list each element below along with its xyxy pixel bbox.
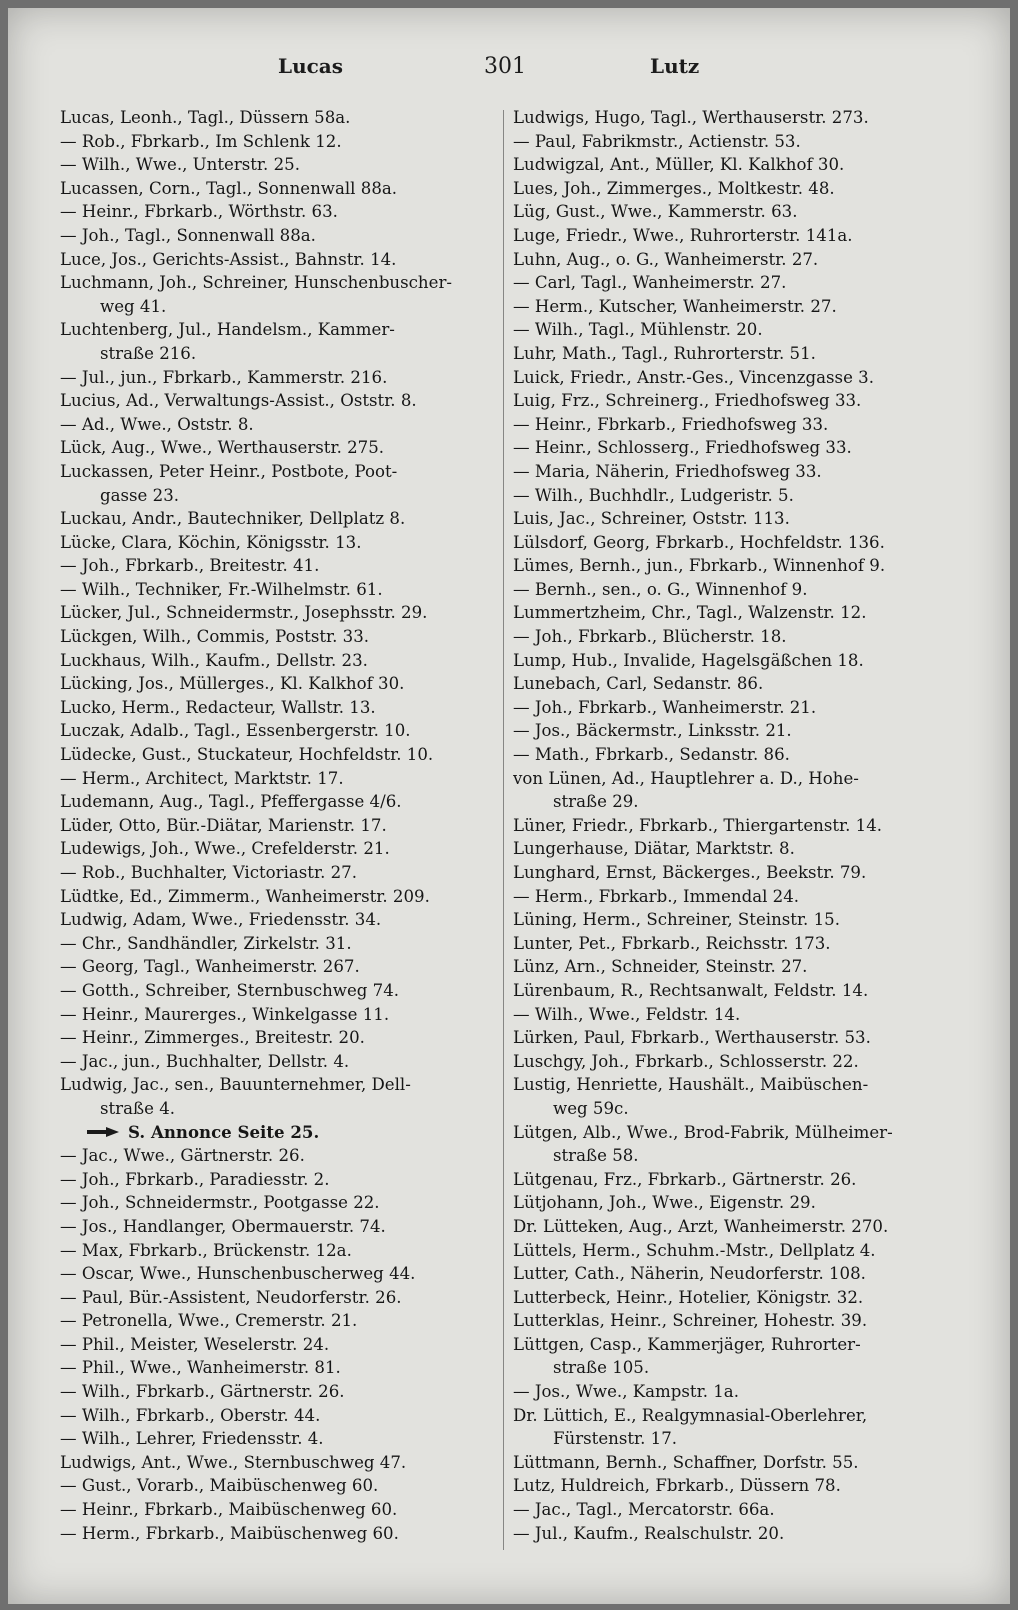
directory-entry bbox=[60, 672, 500, 696]
directory-entry bbox=[513, 601, 953, 625]
directory-entry bbox=[513, 295, 953, 319]
directory-entry bbox=[60, 460, 500, 484]
entry-text: — Wilh., Buchhdlr., Ludgeristr. 5. bbox=[513, 485, 794, 505]
directory-entry bbox=[60, 153, 500, 177]
entry-text: Lüning, Herm., Schreiner, Steinstr. 15. bbox=[513, 910, 840, 930]
pointing-hand-icon bbox=[86, 1128, 120, 1138]
directory-entry bbox=[513, 460, 953, 484]
entry-text: Luhr, Math., Tagl., Ruhrorterstr. 51. bbox=[513, 343, 816, 363]
entry-text: — Herm., Architect, Marktstr. 17. bbox=[60, 768, 344, 788]
directory-entry bbox=[513, 625, 953, 649]
entry-text: Lucius, Ad., Verwaltungs-Assist., Oststr. 8. bbox=[60, 391, 417, 411]
directory-entry bbox=[60, 177, 500, 201]
directory-entry bbox=[60, 531, 500, 555]
directory-entry bbox=[513, 1026, 953, 1050]
entry-text: — Heinr., Schlosserg., Friedhofsweg 33. bbox=[513, 438, 852, 458]
directory-entry bbox=[513, 130, 953, 154]
entry-text: Luschgy, Joh., Fbrkarb., Schlosserstr. 22. bbox=[513, 1051, 859, 1071]
entry-text: Lüttels, Herm., Schuhm.-Mstr., Dellplatz 4. bbox=[513, 1240, 876, 1260]
entry-text: — Wilh., Techniker, Fr.-Wilhelmstr. 61. bbox=[60, 579, 383, 599]
directory-entry bbox=[513, 1404, 953, 1428]
directory-entry bbox=[60, 1404, 500, 1428]
entry-text: — Wilh., Fbrkarb., Gärtnerstr. 26. bbox=[60, 1382, 345, 1402]
entry-text: Lues, Joh., Zimmerges., Moltkestr. 48. bbox=[513, 178, 835, 198]
entry-text: — Wilh., Lehrer, Friedensstr. 4. bbox=[60, 1429, 324, 1449]
directory-entry bbox=[60, 1262, 500, 1286]
entry-text: Lüttgen, Casp., Kammerjäger, Ruhrorter- bbox=[513, 1334, 861, 1354]
directory-entry bbox=[60, 106, 500, 130]
entry-text: — Carl, Tagl., Wanheimerstr. 27. bbox=[513, 273, 787, 293]
directory-entry bbox=[513, 719, 953, 743]
directory-entry bbox=[513, 1522, 953, 1546]
directory-entry bbox=[60, 1168, 500, 1192]
entry-text: — Bernh., sen., o. G., Winnenhof 9. bbox=[513, 579, 808, 599]
directory-entry-continuation bbox=[513, 1097, 953, 1121]
entry-text: Luick, Friedr., Anstr.-Ges., Vincenzgasse 3. bbox=[513, 367, 875, 387]
directory-entry bbox=[513, 861, 953, 885]
directory-entry bbox=[513, 1168, 953, 1192]
directory-entry bbox=[60, 1309, 500, 1333]
entry-text: — Gotth., Schreiber, Sternbuschweg 74. bbox=[60, 980, 400, 1000]
entry-text: — Jos., Bäckermstr., Linksstr. 21. bbox=[513, 721, 792, 741]
entry-text: — Joh., Tagl., Sonnenwall 88a. bbox=[60, 225, 316, 245]
entry-text: — Georg, Tagl., Wanheimerstr. 267. bbox=[60, 957, 360, 977]
directory-entry bbox=[513, 484, 953, 508]
directory-entry bbox=[60, 1427, 500, 1451]
directory-entry bbox=[60, 318, 500, 342]
entry-text: Lünz, Arn., Schneider, Steinstr. 27. bbox=[513, 957, 808, 977]
annonce-notice bbox=[60, 1121, 500, 1145]
entry-text: — Gust., Vorarb., Maibüschenweg 60. bbox=[60, 1476, 379, 1496]
directory-entry bbox=[60, 1333, 500, 1357]
directory-entry bbox=[513, 885, 953, 909]
entry-text: — Herm., Fbrkarb., Maibüschenweg 60. bbox=[60, 1523, 399, 1543]
directory-entry bbox=[513, 248, 953, 272]
entry-text: Ludwig, Jac., sen., Bauunternehmer, Dell- bbox=[60, 1075, 411, 1095]
entry-text: Luis, Jac., Schreiner, Oststr. 113. bbox=[513, 509, 790, 529]
directory-entry bbox=[60, 578, 500, 602]
entry-text: S. Annonce Seite 25. bbox=[128, 1121, 320, 1142]
entry-text: — Heinr., Zimmerges., Breitestr. 20. bbox=[60, 1028, 365, 1048]
entry-text: — Jos., Wwe., Kampstr. 1a. bbox=[513, 1382, 739, 1402]
directory-entry-continuation bbox=[60, 342, 500, 366]
entry-text: Luchtenberg, Jul., Handelsm., Kammer- bbox=[60, 320, 395, 340]
directory-entry bbox=[513, 342, 953, 366]
entry-text: — Wilh., Fbrkarb., Oberstr. 44. bbox=[60, 1405, 321, 1425]
entry-text: Lüttmann, Bernh., Schaffner, Dorfstr. 55. bbox=[513, 1452, 859, 1472]
entry-text: Lücking, Jos., Müllerges., Kl. Kalkhof 30. bbox=[60, 674, 405, 694]
entry-text: Lüder, Otto, Bür.-Diätar, Marienstr. 17. bbox=[60, 815, 387, 835]
directory-entry bbox=[60, 1239, 500, 1263]
directory-entry-continuation bbox=[60, 1097, 500, 1121]
entry-text: weg 41. bbox=[100, 296, 167, 316]
directory-entry bbox=[60, 601, 500, 625]
entry-text: Lump, Hub., Invalide, Hagelsgäßchen 18. bbox=[513, 650, 864, 670]
entry-text: Lütgen, Alb., Wwe., Brod-Fabrik, Mülheimer- bbox=[513, 1122, 893, 1142]
directory-entry bbox=[60, 366, 500, 390]
entry-text: Dr. Lüttich, E., Realgymnasial-Oberlehrer, bbox=[513, 1405, 868, 1425]
directory-entry bbox=[60, 1380, 500, 1404]
entry-text: Luckhaus, Wilh., Kaufm., Dellstr. 23. bbox=[60, 650, 368, 670]
directory-entry-continuation bbox=[513, 790, 953, 814]
directory-entry bbox=[513, 696, 953, 720]
directory-entry bbox=[513, 1003, 953, 1027]
directory-entry bbox=[513, 1451, 953, 1475]
entry-text: — Joh., Fbrkarb., Wanheimerstr. 21. bbox=[513, 697, 817, 717]
directory-entry bbox=[513, 1380, 953, 1404]
directory-entry bbox=[513, 1286, 953, 1310]
directory-entry bbox=[60, 1073, 500, 1097]
header-left-keyword: Lucas bbox=[278, 54, 343, 78]
directory-entry bbox=[60, 1050, 500, 1074]
directory-entry bbox=[513, 649, 953, 673]
directory-entry bbox=[60, 837, 500, 861]
entry-text: Fürstenstr. 17. bbox=[553, 1429, 678, 1449]
directory-entry bbox=[60, 696, 500, 720]
entry-text: — Jac., Wwe., Gärtnerstr. 26. bbox=[60, 1146, 305, 1166]
directory-entry bbox=[513, 672, 953, 696]
entry-text: Ludemann, Aug., Tagl., Pfeffergasse 4/6. bbox=[60, 792, 402, 812]
entry-text: Lucas, Leonh., Tagl., Düssern 58a. bbox=[60, 108, 351, 127]
entry-text: straße 4. bbox=[100, 1098, 176, 1118]
entry-text: Lutterklas, Heinr., Schreiner, Hohestr. 39. bbox=[513, 1311, 868, 1331]
entry-text: Dr. Lütteken, Aug., Arzt, Wanheimerstr. 270. bbox=[513, 1216, 889, 1236]
directory-entry bbox=[60, 554, 500, 578]
directory-entry bbox=[513, 389, 953, 413]
entry-text: — Paul, Fabrikmstr., Actienstr. 53. bbox=[513, 131, 801, 151]
entry-text: Luce, Jos., Gerichts-Assist., Bahnstr. 14. bbox=[60, 249, 397, 269]
entry-text: Lülsdorf, Georg, Fbrkarb., Hochfeldstr. 136. bbox=[513, 532, 885, 552]
entry-text: Ludewigs, Joh., Wwe., Crefelderstr. 21. bbox=[60, 839, 390, 859]
entry-text: — Rob., Buchhalter, Victoriastr. 27. bbox=[60, 863, 358, 882]
entry-text: Lürenbaum, R., Rechtsanwalt, Feldstr. 14. bbox=[513, 980, 869, 1000]
directory-entry bbox=[60, 885, 500, 909]
directory-entry bbox=[60, 200, 500, 224]
entry-text: gasse 23. bbox=[100, 485, 180, 505]
entry-text: — Wilh., Wwe., Unterstr. 25. bbox=[60, 155, 300, 175]
directory-entry bbox=[60, 1474, 500, 1498]
entry-text: straße 216. bbox=[100, 343, 197, 363]
directory-entry bbox=[513, 224, 953, 248]
directory-entry bbox=[513, 177, 953, 201]
entry-text: — Petronella, Wwe., Cremerstr. 21. bbox=[60, 1311, 358, 1331]
entry-text: weg 59c. bbox=[553, 1098, 629, 1118]
entry-text: Lütjohann, Joh., Wwe., Eigenstr. 29. bbox=[513, 1193, 816, 1213]
entry-text: Luczak, Adalb., Tagl., Essenbergerstr. 10. bbox=[60, 721, 411, 741]
directory-entry bbox=[60, 507, 500, 531]
directory-entry bbox=[513, 1215, 953, 1239]
directory-entry bbox=[60, 1191, 500, 1215]
directory-entry bbox=[513, 767, 953, 791]
entry-text: — Heinr., Fbrkarb., Wörthstr. 63. bbox=[60, 202, 338, 222]
entry-text: — Jos., Handlanger, Obermauerstr. 74. bbox=[60, 1216, 386, 1236]
entry-text: — Chr., Sandhändler, Zirkelstr. 31. bbox=[60, 933, 352, 953]
column-divider bbox=[503, 110, 504, 1550]
directory-entry bbox=[513, 1262, 953, 1286]
directory-entry bbox=[60, 861, 500, 885]
directory-entry bbox=[60, 271, 500, 295]
entry-text: Lucko, Herm., Redacteur, Wallstr. 13. bbox=[60, 697, 376, 717]
left-column bbox=[60, 106, 500, 1545]
directory-entry bbox=[513, 908, 953, 932]
entry-text: Lunghard, Ernst, Bäckerges., Beekstr. 79. bbox=[513, 863, 867, 882]
directory-entry bbox=[60, 389, 500, 413]
directory-entry-continuation bbox=[60, 295, 500, 319]
entry-text: Lunter, Pet., Fbrkarb., Reichsstr. 173. bbox=[513, 933, 831, 953]
directory-entry bbox=[60, 1286, 500, 1310]
entry-text: Lümes, Bernh., jun., Fbrkarb., Winnenhof 9. bbox=[513, 556, 886, 576]
directory-entry bbox=[513, 578, 953, 602]
directory-page bbox=[8, 8, 1010, 1604]
directory-entry bbox=[513, 531, 953, 555]
directory-entry bbox=[60, 224, 500, 248]
entry-text: — Joh., Fbrkarb., Blücherstr. 18. bbox=[513, 627, 787, 647]
entry-text: — Herm., Kutscher, Wanheimerstr. 27. bbox=[513, 296, 837, 316]
entry-text: Lück, Aug., Wwe., Werthauserstr. 275. bbox=[60, 438, 385, 458]
directory-entry bbox=[513, 436, 953, 460]
right-column bbox=[513, 106, 953, 1545]
directory-entry bbox=[513, 814, 953, 838]
directory-entry bbox=[60, 790, 500, 814]
directory-entry bbox=[513, 1050, 953, 1074]
directory-entry bbox=[513, 932, 953, 956]
entry-text: Lücke, Clara, Köchin, Königsstr. 13. bbox=[60, 532, 362, 552]
entry-text: Luckassen, Peter Heinr., Postbote, Poot- bbox=[60, 461, 398, 481]
directory-entry bbox=[60, 1498, 500, 1522]
entry-text: — Wilh., Tagl., Mühlenstr. 20. bbox=[513, 320, 763, 340]
entry-text: — Phil., Wwe., Wanheimerstr. 81. bbox=[60, 1358, 341, 1378]
directory-entry bbox=[60, 979, 500, 1003]
directory-entry bbox=[513, 1309, 953, 1333]
entry-text: — Joh., Fbrkarb., Breitestr. 41. bbox=[60, 556, 320, 576]
entry-text: — Wilh., Wwe., Feldstr. 14. bbox=[513, 1004, 741, 1024]
entry-text: Lücker, Jul., Schneidermstr., Josephsstr. 29. bbox=[60, 603, 428, 623]
entry-text: Luhn, Aug., o. G., Wanheimerstr. 27. bbox=[513, 249, 819, 269]
entry-text: — Phil., Meister, Weselerstr. 24. bbox=[60, 1334, 330, 1354]
directory-entry bbox=[513, 106, 953, 130]
directory-entry bbox=[60, 719, 500, 743]
directory-entry bbox=[60, 767, 500, 791]
entry-text: — Oscar, Wwe., Hunschenbuscherweg 44. bbox=[60, 1264, 416, 1284]
directory-entry bbox=[60, 1003, 500, 1027]
page-number: 301 bbox=[484, 54, 526, 79]
entry-text: Lucassen, Corn., Tagl., Sonnenwall 88a. bbox=[60, 178, 398, 198]
entry-text: — Jac., Tagl., Mercatorstr. 66a. bbox=[513, 1500, 775, 1520]
directory-entry bbox=[60, 932, 500, 956]
directory-entry bbox=[513, 1333, 953, 1357]
directory-entry bbox=[60, 955, 500, 979]
directory-entry bbox=[513, 271, 953, 295]
entry-text: Lüdecke, Gust., Stuckateur, Hochfeldstr. 10. bbox=[60, 745, 434, 765]
entry-text: Luckau, Andr., Bautechniker, Dellplatz 8. bbox=[60, 509, 406, 529]
directory-entry bbox=[513, 955, 953, 979]
directory-entry bbox=[513, 413, 953, 437]
directory-entry bbox=[513, 200, 953, 224]
entry-text: Ludwig, Adam, Wwe., Friedensstr. 34. bbox=[60, 910, 382, 930]
directory-entry bbox=[513, 1474, 953, 1498]
entry-text: Lummertzheim, Chr., Tagl., Walzenstr. 12. bbox=[513, 603, 867, 623]
directory-entry bbox=[513, 1121, 953, 1145]
entry-text: — Jul., Kaufm., Realschulstr. 20. bbox=[513, 1523, 785, 1543]
directory-entry bbox=[513, 366, 953, 390]
directory-entry bbox=[60, 1215, 500, 1239]
entry-text: Ludwigs, Ant., Wwe., Sternbuschweg 47. bbox=[60, 1452, 407, 1472]
entry-text: — Heinr., Maurerges., Winkelgasse 11. bbox=[60, 1004, 390, 1024]
directory-entry-continuation bbox=[60, 484, 500, 508]
entry-text: Lustig, Henriette, Haushält., Maibüschen- bbox=[513, 1075, 869, 1095]
entry-text: straße 105. bbox=[553, 1358, 650, 1378]
directory-entry-continuation bbox=[513, 1356, 953, 1380]
directory-entry bbox=[60, 436, 500, 460]
entry-text: — Joh., Fbrkarb., Paradiesstr. 2. bbox=[60, 1169, 330, 1189]
directory-entry-continuation bbox=[513, 1427, 953, 1451]
entry-text: Ludwigzal, Ant., Müller, Kl. Kalkhof 30. bbox=[513, 155, 845, 175]
directory-entry-continuation bbox=[513, 1144, 953, 1168]
directory-entry bbox=[60, 1144, 500, 1168]
directory-entry bbox=[513, 153, 953, 177]
entry-text: — Ad., Wwe., Oststr. 8. bbox=[60, 414, 254, 434]
directory-entry bbox=[513, 507, 953, 531]
entry-text: Lüner, Friedr., Fbrkarb., Thiergartenstr. 14. bbox=[513, 815, 883, 835]
entry-text: Luge, Friedr., Wwe., Ruhrorterstr. 141a. bbox=[513, 225, 853, 245]
entry-text: — Heinr., Fbrkarb., Friedhofsweg 33. bbox=[513, 414, 829, 434]
entry-text: straße 29. bbox=[553, 792, 639, 812]
entry-text: Lüg, Gust., Wwe., Kammerstr. 63. bbox=[513, 202, 798, 222]
directory-entry bbox=[513, 1498, 953, 1522]
entry-text: — Math., Fbrkarb., Sedanstr. 86. bbox=[513, 745, 790, 765]
entry-text: — Maria, Näherin, Friedhofsweg 33. bbox=[513, 461, 822, 481]
entry-text: — Heinr., Fbrkarb., Maibüschenweg 60. bbox=[60, 1500, 398, 1520]
directory-entry bbox=[60, 1356, 500, 1380]
directory-entry bbox=[513, 318, 953, 342]
entry-text: Lunebach, Carl, Sedanstr. 86. bbox=[513, 674, 764, 694]
directory-entry bbox=[60, 248, 500, 272]
entry-text: Lutter, Cath., Näherin, Neudorferstr. 108. bbox=[513, 1264, 866, 1284]
entry-text: — Jul., jun., Fbrkarb., Kammerstr. 216. bbox=[60, 367, 388, 387]
directory-entry bbox=[60, 649, 500, 673]
directory-entry bbox=[513, 1073, 953, 1097]
entry-text: Lückgen, Wilh., Commis, Poststr. 33. bbox=[60, 627, 370, 647]
directory-entry bbox=[513, 1239, 953, 1263]
entry-text: — Joh., Schneidermstr., Pootgasse 22. bbox=[60, 1193, 380, 1213]
entry-text: — Paul, Bür.-Assistent, Neudorferstr. 26. bbox=[60, 1287, 402, 1307]
entry-text: Lungerhause, Diätar, Marktstr. 8. bbox=[513, 839, 795, 859]
directory-entry bbox=[60, 625, 500, 649]
directory-entry bbox=[60, 814, 500, 838]
directory-entry bbox=[513, 837, 953, 861]
directory-entry bbox=[60, 1451, 500, 1475]
directory-entry bbox=[513, 554, 953, 578]
entry-text: Lutz, Huldreich, Fbrkarb., Düssern 78. bbox=[513, 1476, 841, 1496]
directory-entry bbox=[513, 743, 953, 767]
entry-text: von Lünen, Ad., Hauptlehrer a. D., Hohe- bbox=[513, 768, 859, 788]
entry-text: Lürken, Paul, Fbrkarb., Werthauserstr. 53. bbox=[513, 1028, 871, 1048]
directory-entry bbox=[513, 1191, 953, 1215]
entry-text: Lutterbeck, Heinr., Hotelier, Königstr. 32. bbox=[513, 1287, 864, 1307]
entry-text: — Rob., Fbrkarb., Im Schlenk 12. bbox=[60, 131, 342, 151]
header-right-keyword: Lutz bbox=[650, 54, 700, 78]
entry-text: — Max, Fbrkarb., Brückenstr. 12a. bbox=[60, 1240, 352, 1260]
directory-entry bbox=[60, 743, 500, 767]
entry-text: — Herm., Fbrkarb., Immendal 24. bbox=[513, 886, 800, 906]
entry-text: Luchmann, Joh., Schreiner, Hunschenbuscher- bbox=[60, 273, 452, 293]
entry-text: straße 58. bbox=[553, 1146, 639, 1166]
entry-text: Luig, Frz., Schreinerg., Friedhofsweg 33. bbox=[513, 391, 862, 411]
directory-entry bbox=[60, 1026, 500, 1050]
page-header bbox=[8, 54, 1010, 88]
directory-entry bbox=[60, 1522, 500, 1546]
entry-text: Lütgenau, Frz., Fbrkarb., Gärtnerstr. 26. bbox=[513, 1169, 857, 1189]
entry-text: — Jac., jun., Buchhalter, Dellstr. 4. bbox=[60, 1051, 350, 1071]
entry-text: Lüdtke, Ed., Zimmerm., Wanheimerstr. 209. bbox=[60, 886, 430, 906]
entry-text: Ludwigs, Hugo, Tagl., Werthauserstr. 273. bbox=[513, 108, 869, 127]
directory-entry bbox=[60, 130, 500, 154]
directory-entry bbox=[60, 908, 500, 932]
directory-entry bbox=[513, 979, 953, 1003]
directory-entry bbox=[60, 413, 500, 437]
